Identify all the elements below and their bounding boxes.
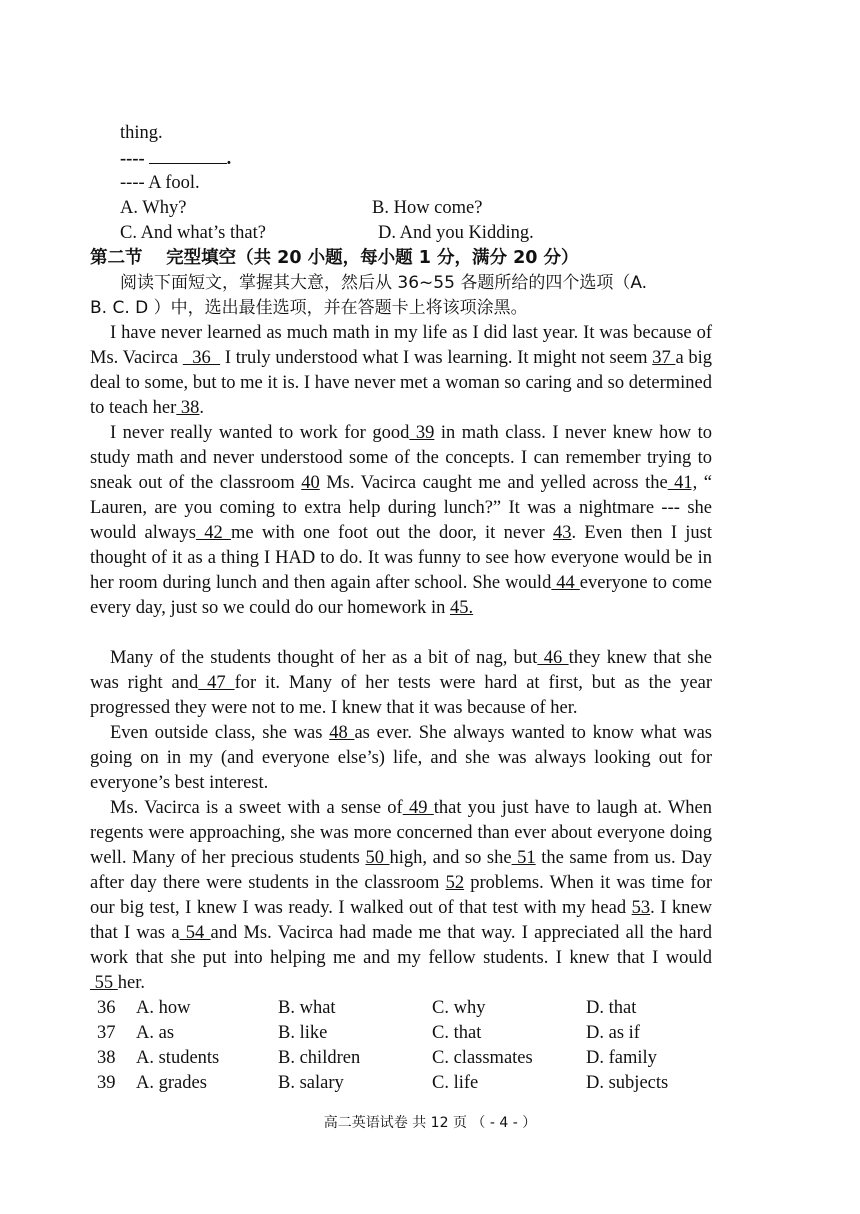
passage-paragraph-5 <box>90 796 712 996</box>
blank-48: 48 <box>329 723 355 743</box>
question-number: 38 <box>97 1048 116 1068</box>
text: me with one foot out the door, it never <box>231 523 553 543</box>
options-row-38 <box>97 1046 737 1071</box>
text: problems. When it was time for our big test, I knew I was ready. I walked out of that test with my head <box>90 873 712 918</box>
text: . I knew that I was a <box>90 898 713 943</box>
option-b: B. How come? <box>372 198 483 218</box>
blank-39: 39 <box>409 423 435 443</box>
option-a: A. Why? <box>120 198 187 218</box>
question-number: 36 <box>97 998 116 1018</box>
text: for it. Many of her tests were hard at first, but as the year progressed they were not to me. I knew that it was because of her. <box>90 673 713 718</box>
passage-paragraph-4 <box>90 721 712 796</box>
prev-question-blank-line <box>120 146 231 172</box>
page-footer: 高二英语试卷 共 12 页 （ - 4 - ） <box>323 1115 537 1131</box>
blank-53: 53 <box>631 898 651 918</box>
text: “ Lauren, are you coming to extra help during lunch?” It was a nightmare --- she would always <box>90 473 712 543</box>
text: they knew that she was right and <box>90 648 713 693</box>
text: Ms. Vacirca is a sweet with a sense of <box>110 798 403 818</box>
option-b: B. like <box>278 1023 328 1043</box>
blank-36: 36 <box>182 348 221 368</box>
question-number: 39 <box>97 1073 116 1093</box>
blank-40: 40 <box>301 473 320 493</box>
options-row-39 <box>97 1071 737 1096</box>
passage-paragraph-1 <box>90 321 712 421</box>
option-d: D. as if <box>586 1023 640 1043</box>
option-a: A. students <box>136 1048 220 1068</box>
blank-45: 45. <box>450 598 474 618</box>
options-row-36 <box>97 996 737 1021</box>
blank-55: 55 <box>90 973 118 993</box>
text: a big deal to some, but to me it is. I have never met a woman so caring and so determined to teach her <box>90 348 712 418</box>
text: I have never learned as much math in my life as I did last year. It was because of Ms. Vacirca <box>90 323 712 368</box>
section-instruction-2: B. C. D ）中，选出最佳选项，并在答题卡上将该项涂黑。 <box>90 298 528 318</box>
text: Even outside class, she was <box>110 723 330 743</box>
text: in math class. I never knew how to study math and never understood some of the concepts. I can remember trying to sneak out of the classroom <box>90 423 712 493</box>
blank-51: 51 <box>511 848 536 868</box>
blank-52: 52 <box>445 873 465 893</box>
text: . <box>199 398 205 418</box>
dialog-dash: ---- <box>120 149 145 169</box>
option-d: D. family <box>586 1048 657 1068</box>
option-a: A. as <box>136 1023 175 1043</box>
option-b: B. salary <box>278 1073 344 1093</box>
blank-37: 37 <box>652 348 676 368</box>
text: that you just have to laugh at. When regents were approaching, she was more concerned than ever about everyone doing well. Many of her precious students <box>90 798 713 868</box>
option-a: A. grades <box>136 1073 207 1093</box>
option-d: D. that <box>586 998 637 1018</box>
option-c: C. that <box>432 1023 482 1043</box>
option-c: C. life <box>432 1073 479 1093</box>
blank-54: 54 <box>179 923 211 943</box>
blank-49: 49 <box>402 798 434 818</box>
text: Ms. Vacirca caught me and yelled across the <box>319 473 668 493</box>
text: high, and so she <box>389 848 512 868</box>
passage-paragraph-3 <box>90 646 712 721</box>
blank-41: 41, <box>667 473 698 493</box>
text: I never really wanted to work for good <box>110 423 410 443</box>
option-b: B. children <box>278 1048 361 1068</box>
text: and Ms. Vacirca had made me that way. I appreciated all the hard work that she put into helping me and my fellow students. I knew that I would <box>90 923 713 968</box>
option-d: D. subjects <box>586 1073 669 1093</box>
section-heading: 第二节 完型填空（共 20 小题，每小题 1 分，满分 20 分） <box>90 248 579 268</box>
blank-period: . <box>226 149 232 169</box>
blank-38: 38 <box>176 398 200 418</box>
options-row-37 <box>97 1021 737 1046</box>
section-instruction-1: 阅读下面短文，掌握其大意，然后从 36~55 各题所给的四个选项（A. <box>120 273 648 293</box>
option-d: D. And you Kidding. <box>378 223 534 243</box>
option-c: C. why <box>432 998 486 1018</box>
option-a: A. how <box>136 998 191 1018</box>
option-c: C. classmates <box>432 1048 533 1068</box>
prev-question-answer: ---- A fool. <box>120 173 200 193</box>
blank-46: 46 <box>537 648 569 668</box>
prev-question-text: thing. <box>120 123 163 143</box>
text: Many of the students thought of her as a bit of nag, but <box>110 648 538 668</box>
blank-42: 42 <box>195 523 231 543</box>
question-number: 37 <box>97 1023 116 1043</box>
text: as ever. She always wanted to know what was going on in my (and everyone else’s) life, and she was always looking out for everyone’s best interest. <box>90 723 712 793</box>
text: her. <box>117 973 145 993</box>
blank-50: 50 <box>365 848 390 868</box>
text: . Even then I just thought of it as a thing I HAD to do. It was funny to see how everyone would be in her room during lunch and then again after school. She would <box>90 523 713 593</box>
text: the same from us. Day after day there were students in the classroom <box>90 848 712 893</box>
option-c: C. And what’s that? <box>120 223 266 243</box>
answer-blank <box>149 146 227 164</box>
text: everyone to come every day, just so we could do our homework in <box>90 573 713 618</box>
blank-44: 44 <box>551 573 580 593</box>
blank-47: 47 <box>198 673 235 693</box>
blank-43: 43 <box>552 523 572 543</box>
passage-paragraph-2 <box>90 421 712 621</box>
text: I truly understood what I was learning. It might not seem <box>220 348 653 368</box>
option-b: B. what <box>278 998 336 1018</box>
